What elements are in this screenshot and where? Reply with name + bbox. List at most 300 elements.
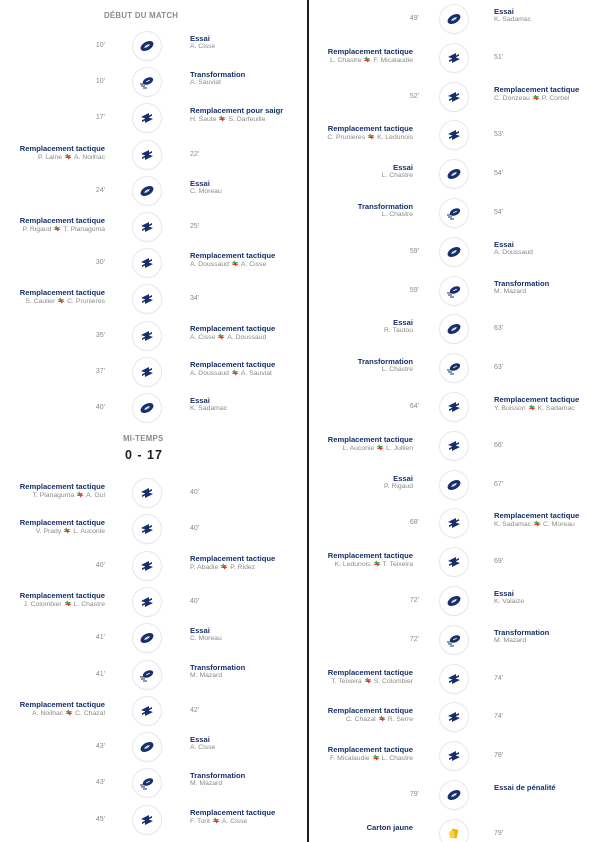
event-minute: 35' bbox=[95, 331, 105, 339]
event-title: Transformation bbox=[190, 662, 246, 672]
event-minute: 40' bbox=[95, 561, 105, 569]
timeline-event bbox=[309, 664, 595, 694]
event-icon-circle bbox=[440, 665, 468, 693]
event-icon-circle bbox=[133, 515, 161, 543]
event-details bbox=[190, 396, 227, 413]
event-players bbox=[190, 333, 275, 342]
event-details bbox=[494, 589, 524, 606]
swap-arrows-icon bbox=[532, 94, 540, 103]
swap-arrows-icon bbox=[64, 600, 72, 609]
event-players bbox=[190, 635, 222, 643]
player-name: A. Noilhac bbox=[32, 709, 64, 717]
event-details bbox=[190, 106, 283, 124]
event-icon-circle bbox=[440, 742, 468, 770]
event-minute: 22' bbox=[190, 150, 200, 158]
event-title: Essai bbox=[190, 178, 210, 188]
player-name: P. Rigaud bbox=[22, 226, 52, 233]
event-icon-circle bbox=[440, 432, 468, 460]
player-name: A. Sauviat bbox=[190, 79, 221, 87]
event-details bbox=[20, 482, 105, 500]
player-name: T. Teixeira bbox=[331, 677, 362, 685]
event-details bbox=[328, 668, 413, 686]
swap-arrows-icon bbox=[378, 715, 386, 724]
event-players bbox=[190, 188, 222, 196]
swap-arrows-icon bbox=[217, 333, 225, 342]
timeline-event bbox=[309, 431, 595, 461]
swap-arrows-icon bbox=[63, 527, 71, 536]
event-details bbox=[190, 771, 245, 788]
event-minute: 24' bbox=[95, 186, 105, 194]
player-name: K. Sadamac bbox=[190, 405, 228, 412]
event-title: Remplacement tactique bbox=[190, 553, 276, 563]
event-details bbox=[20, 518, 105, 536]
event-minute: 78' bbox=[494, 752, 504, 760]
event-details bbox=[190, 179, 222, 196]
player-name: K. Ledunois bbox=[334, 561, 371, 569]
swap-arrows-icon bbox=[376, 444, 384, 453]
timeline-event bbox=[309, 4, 595, 34]
event-players bbox=[20, 527, 105, 536]
event-players bbox=[494, 637, 549, 645]
timeline-event bbox=[0, 660, 308, 690]
event-icon-circle bbox=[133, 68, 161, 96]
player-name: A. Doussaud bbox=[190, 369, 229, 377]
timeline-event bbox=[309, 120, 595, 150]
event-players bbox=[328, 754, 413, 763]
timeline-event bbox=[309, 237, 595, 267]
event-details bbox=[190, 34, 215, 51]
event-players bbox=[190, 672, 245, 680]
timeline-event bbox=[309, 353, 595, 383]
event-details bbox=[494, 511, 579, 529]
event-players bbox=[190, 405, 227, 413]
player-name: K. Ledunois bbox=[377, 134, 413, 142]
event-minute: 34' bbox=[190, 295, 200, 303]
event-minute: 54' bbox=[494, 170, 504, 178]
player-name: A. Cisse bbox=[221, 817, 248, 825]
event-icon-circle bbox=[133, 661, 161, 689]
player-name: T. Planaguma bbox=[63, 226, 105, 233]
event-icon-circle bbox=[133, 213, 161, 241]
timeline-event bbox=[0, 140, 308, 170]
timeline-event bbox=[0, 212, 308, 242]
event-minute: 10' bbox=[95, 78, 105, 86]
event-minute: 72' bbox=[409, 635, 419, 643]
event-icon-circle bbox=[133, 769, 161, 797]
player-name: M. Mazard bbox=[190, 671, 223, 679]
event-players bbox=[190, 817, 275, 826]
timeline-event bbox=[309, 625, 595, 655]
timeline-event bbox=[0, 551, 308, 581]
event-title: Remplacement tactique bbox=[19, 482, 105, 491]
event-minute: 63' bbox=[494, 364, 504, 372]
event-icon-circle bbox=[133, 806, 161, 834]
event-title: Remplacement tactique bbox=[19, 518, 105, 528]
event-title: Essai de pénalité bbox=[494, 783, 556, 792]
player-name: S. Colombier bbox=[373, 677, 413, 685]
event-details bbox=[494, 279, 549, 296]
timeline-event bbox=[0, 103, 308, 133]
event-title: Transformation bbox=[494, 278, 550, 288]
event-title: Transformation bbox=[190, 70, 246, 80]
player-name: C. Chazal bbox=[75, 709, 105, 717]
halftime-label: MI-TEMPS bbox=[123, 434, 164, 443]
player-name: L. Chastre bbox=[381, 172, 413, 180]
event-minute: 69' bbox=[494, 558, 504, 566]
event-minute: 10' bbox=[95, 42, 105, 49]
event-minute: 59' bbox=[409, 286, 419, 294]
event-title: Transformation bbox=[494, 627, 550, 637]
event-players bbox=[190, 780, 245, 788]
event-icon-circle bbox=[133, 697, 161, 725]
player-name: A. Cisse bbox=[190, 333, 216, 341]
event-icon-circle bbox=[133, 322, 161, 350]
event-players bbox=[190, 115, 283, 124]
event-details bbox=[494, 240, 533, 257]
timeline-event bbox=[0, 732, 308, 762]
event-players bbox=[20, 225, 105, 234]
player-name: C. Chazal bbox=[345, 716, 376, 724]
player-name: M. Mazard bbox=[494, 636, 527, 644]
event-icon-circle bbox=[440, 820, 468, 842]
timeline-event bbox=[309, 741, 595, 771]
event-icon-circle bbox=[440, 44, 468, 72]
timeline-event bbox=[0, 284, 308, 314]
player-name: A. Cisse bbox=[240, 261, 267, 269]
event-icon-circle bbox=[440, 626, 468, 654]
timeline-event bbox=[309, 159, 595, 189]
event-title: Remplacement tactique bbox=[327, 46, 413, 56]
event-title: Essai bbox=[190, 626, 210, 636]
event-minute: 41' bbox=[95, 634, 105, 642]
event-title: Essai bbox=[393, 318, 413, 328]
player-name: K. Sadamac bbox=[494, 521, 532, 529]
event-title: Remplacement tactique bbox=[327, 551, 413, 561]
swap-arrows-icon bbox=[53, 225, 61, 234]
swap-arrows-icon bbox=[231, 369, 239, 378]
player-name: J. Colombier bbox=[23, 600, 62, 608]
event-details bbox=[190, 735, 215, 752]
event-details bbox=[190, 70, 245, 87]
event-details bbox=[328, 47, 413, 65]
event-title: Essai bbox=[393, 473, 413, 483]
event-players bbox=[20, 153, 105, 162]
event-title: Remplacement tactique bbox=[494, 395, 580, 404]
timeline-event bbox=[309, 43, 595, 73]
event-title: Remplacement tactique bbox=[190, 323, 276, 333]
timeline-event bbox=[309, 547, 595, 577]
event-minute: 79' bbox=[409, 791, 419, 798]
player-name: L. Chastre bbox=[381, 755, 413, 763]
player-name: A. Sauviat bbox=[240, 369, 272, 377]
timeline-event bbox=[0, 31, 308, 61]
timeline-event bbox=[0, 176, 308, 206]
event-icon-circle bbox=[440, 471, 468, 499]
event-title: Essai bbox=[190, 735, 210, 745]
event-icon-circle bbox=[440, 587, 468, 615]
event-details bbox=[328, 435, 413, 453]
event-players bbox=[328, 56, 413, 65]
event-details bbox=[328, 706, 413, 724]
player-name: S. Caulier bbox=[25, 298, 56, 306]
event-title: Carton jaune bbox=[366, 822, 413, 832]
player-name: L. Auconie bbox=[342, 444, 375, 452]
event-title: Essai bbox=[393, 163, 413, 173]
event-minute: 17' bbox=[95, 114, 105, 122]
event-icon-circle bbox=[133, 285, 161, 313]
event-players bbox=[358, 211, 413, 219]
event-minute: 41' bbox=[95, 670, 105, 678]
player-name: F. Micalaudie bbox=[373, 56, 413, 64]
event-icon-circle bbox=[133, 394, 161, 422]
event-players bbox=[327, 133, 413, 142]
event-details bbox=[190, 626, 222, 643]
event-icon-circle bbox=[440, 393, 468, 421]
event-details bbox=[20, 216, 105, 234]
event-icon-circle bbox=[440, 354, 468, 382]
event-players bbox=[494, 16, 531, 24]
timeline-event bbox=[0, 805, 308, 835]
event-title: Remplacement tactique bbox=[494, 84, 580, 94]
event-minute: 63' bbox=[494, 325, 504, 333]
timeline-event bbox=[309, 780, 595, 810]
swap-arrows-icon bbox=[364, 677, 372, 686]
player-name: P. Laine bbox=[37, 153, 63, 161]
event-players bbox=[20, 709, 105, 718]
event-minute: 40' bbox=[95, 404, 105, 411]
player-name: K. Sadamac bbox=[494, 16, 532, 23]
event-players bbox=[190, 260, 275, 269]
event-players bbox=[328, 715, 413, 724]
event-minute: 42' bbox=[190, 706, 200, 714]
event-icon-circle bbox=[440, 315, 468, 343]
event-players bbox=[328, 677, 413, 686]
event-players bbox=[20, 491, 105, 500]
event-icon-circle bbox=[133, 552, 161, 580]
event-details bbox=[20, 591, 105, 609]
event-details bbox=[384, 318, 413, 335]
player-name: C. Prunieres bbox=[67, 298, 105, 306]
event-players bbox=[328, 560, 413, 569]
swap-arrows-icon bbox=[372, 754, 380, 763]
event-minute: 66' bbox=[494, 441, 504, 449]
event-title: Essai bbox=[494, 239, 514, 249]
event-title: Remplacement tactique bbox=[19, 143, 105, 153]
event-players bbox=[190, 43, 215, 51]
timeline-event bbox=[0, 623, 308, 653]
swap-arrows-icon bbox=[212, 817, 220, 826]
event-icon-circle bbox=[133, 358, 161, 386]
event-icon-circle bbox=[440, 509, 468, 537]
event-players bbox=[494, 404, 579, 413]
event-details bbox=[494, 783, 556, 792]
timeline-event bbox=[0, 478, 308, 508]
event-title: Remplacement tactique bbox=[190, 251, 276, 261]
player-name: A. Doussaud bbox=[190, 261, 229, 269]
event-details bbox=[190, 251, 275, 269]
player-name: F. Micalaudie bbox=[329, 755, 370, 763]
event-title: Essai bbox=[494, 589, 514, 598]
event-icon-circle bbox=[440, 277, 468, 305]
event-minute: 25' bbox=[190, 223, 200, 230]
event-minute: 74' bbox=[494, 674, 504, 682]
event-title: Transformation bbox=[190, 771, 246, 781]
event-title: Remplacement pour saigr bbox=[190, 106, 284, 116]
event-minute: 51' bbox=[494, 53, 504, 61]
event-minute: 49' bbox=[409, 15, 419, 22]
event-details bbox=[494, 628, 549, 645]
event-players bbox=[494, 288, 549, 296]
event-icon-circle bbox=[440, 238, 468, 266]
event-minute: 45' bbox=[95, 815, 105, 823]
event-icon-circle bbox=[440, 160, 468, 188]
event-title: Remplacement tactique bbox=[19, 216, 105, 225]
swap-arrows-icon bbox=[76, 491, 84, 500]
event-icon-circle bbox=[440, 781, 468, 809]
player-name: K. Sadamac bbox=[537, 405, 575, 412]
event-players bbox=[358, 366, 413, 374]
event-minute: 59' bbox=[409, 247, 419, 255]
event-details bbox=[190, 554, 275, 572]
timeline-event bbox=[309, 470, 595, 500]
player-name: A. Doussaud bbox=[227, 333, 267, 341]
event-title: Remplacement tactique bbox=[19, 699, 105, 709]
event-details bbox=[190, 663, 245, 680]
player-name: C. Moreau bbox=[543, 521, 575, 529]
match-start-label: DÉBUT DU MATCH bbox=[104, 11, 179, 20]
event-title: Remplacement tactique bbox=[190, 807, 276, 817]
player-name: K. Valaize bbox=[494, 598, 525, 605]
player-name: C. Moreau bbox=[190, 635, 222, 643]
event-icon-circle bbox=[133, 32, 161, 60]
event-icon-circle bbox=[133, 624, 161, 652]
event-minute: 74' bbox=[494, 713, 504, 721]
event-players bbox=[384, 327, 413, 335]
timeline-event bbox=[0, 321, 308, 351]
event-minute: 72' bbox=[409, 597, 419, 604]
event-players bbox=[494, 94, 579, 103]
player-name: L. Chastre bbox=[381, 211, 413, 218]
timeline-event bbox=[309, 276, 595, 306]
event-title: Essai bbox=[190, 34, 210, 43]
event-icon-circle bbox=[440, 5, 468, 33]
event-players bbox=[494, 520, 579, 529]
event-minute: 67' bbox=[494, 480, 504, 488]
timeline-event bbox=[0, 67, 308, 97]
player-name: A. Noilhac bbox=[74, 153, 105, 161]
player-name: A. Doussaud bbox=[494, 248, 533, 256]
event-icon-circle bbox=[133, 479, 161, 507]
event-players bbox=[328, 444, 413, 453]
player-name: P. Corbel bbox=[541, 94, 570, 102]
timeline-event bbox=[309, 702, 595, 732]
swap-arrows-icon bbox=[533, 520, 541, 529]
event-details bbox=[358, 202, 413, 219]
event-title: Remplacement tactique bbox=[327, 667, 413, 677]
event-players bbox=[494, 598, 524, 606]
event-players bbox=[384, 483, 413, 491]
timeline-event bbox=[0, 696, 308, 726]
event-minute: 53' bbox=[494, 131, 504, 139]
event-minute: 37' bbox=[95, 367, 105, 375]
timeline-event bbox=[0, 393, 308, 423]
swap-arrows-icon bbox=[528, 404, 536, 413]
event-minute: 40' bbox=[190, 597, 200, 605]
timeline-event bbox=[309, 508, 595, 538]
event-details bbox=[494, 85, 579, 103]
event-minute: 52' bbox=[409, 92, 419, 100]
player-name: H. Saute bbox=[190, 116, 217, 124]
event-icon-circle bbox=[440, 199, 468, 227]
event-title: Transformation bbox=[357, 202, 413, 211]
event-details bbox=[190, 808, 275, 826]
timeline-event bbox=[0, 587, 308, 617]
swap-arrows-icon bbox=[220, 563, 228, 572]
event-details bbox=[20, 288, 105, 306]
timeline-event bbox=[309, 314, 595, 344]
player-name: C. Moreau bbox=[190, 187, 222, 195]
swap-arrows-icon bbox=[65, 709, 73, 718]
player-name: P. Ridez bbox=[230, 563, 256, 571]
event-icon-circle bbox=[440, 83, 468, 111]
event-players bbox=[382, 172, 413, 180]
event-minute: 68' bbox=[409, 519, 419, 527]
event-title: Remplacement tactique bbox=[19, 590, 105, 600]
event-icon-circle bbox=[133, 104, 161, 132]
event-title: Transformation bbox=[357, 357, 413, 367]
event-details bbox=[190, 360, 275, 378]
timeline-event bbox=[0, 514, 308, 544]
event-details bbox=[327, 124, 413, 142]
player-name: L. Auconie bbox=[73, 528, 105, 536]
player-name: M. Mazard bbox=[494, 287, 527, 295]
event-title: Remplacement tactique bbox=[327, 124, 413, 134]
player-name: Y. Buisson bbox=[494, 405, 526, 412]
event-minute: 54' bbox=[494, 209, 504, 216]
swap-arrows-icon bbox=[231, 260, 239, 269]
event-icon-circle bbox=[440, 703, 468, 731]
event-minute: 30' bbox=[95, 259, 105, 267]
event-minute: 40' bbox=[190, 525, 200, 533]
event-details bbox=[190, 324, 275, 342]
event-icon-circle bbox=[440, 121, 468, 149]
player-name: S. Darfeuille bbox=[228, 116, 266, 124]
event-players bbox=[20, 600, 105, 609]
event-icon-circle bbox=[440, 548, 468, 576]
player-name: L. Jullien bbox=[386, 444, 413, 452]
timeline-event bbox=[309, 82, 595, 112]
event-minute: 79' bbox=[494, 829, 504, 837]
event-players bbox=[190, 744, 215, 752]
player-name: A. Cisse bbox=[190, 744, 216, 752]
timeline-event bbox=[309, 198, 595, 228]
event-icon-circle bbox=[133, 588, 161, 616]
player-name: M. Mazard bbox=[190, 780, 223, 788]
event-players bbox=[190, 369, 275, 378]
timeline-event bbox=[0, 768, 308, 798]
timeline-event bbox=[309, 392, 595, 422]
event-title: Remplacement tactique bbox=[190, 359, 276, 369]
event-minute: 43' bbox=[95, 743, 105, 751]
player-name: C. Prunieres bbox=[327, 134, 366, 142]
player-name: F. Torit bbox=[190, 817, 210, 825]
timeline-event bbox=[309, 586, 595, 616]
timeline-column-right bbox=[309, 0, 595, 842]
event-details bbox=[494, 395, 579, 413]
event-icon-circle bbox=[133, 733, 161, 761]
swap-arrows-icon bbox=[373, 560, 381, 569]
event-icon-circle bbox=[133, 249, 161, 277]
